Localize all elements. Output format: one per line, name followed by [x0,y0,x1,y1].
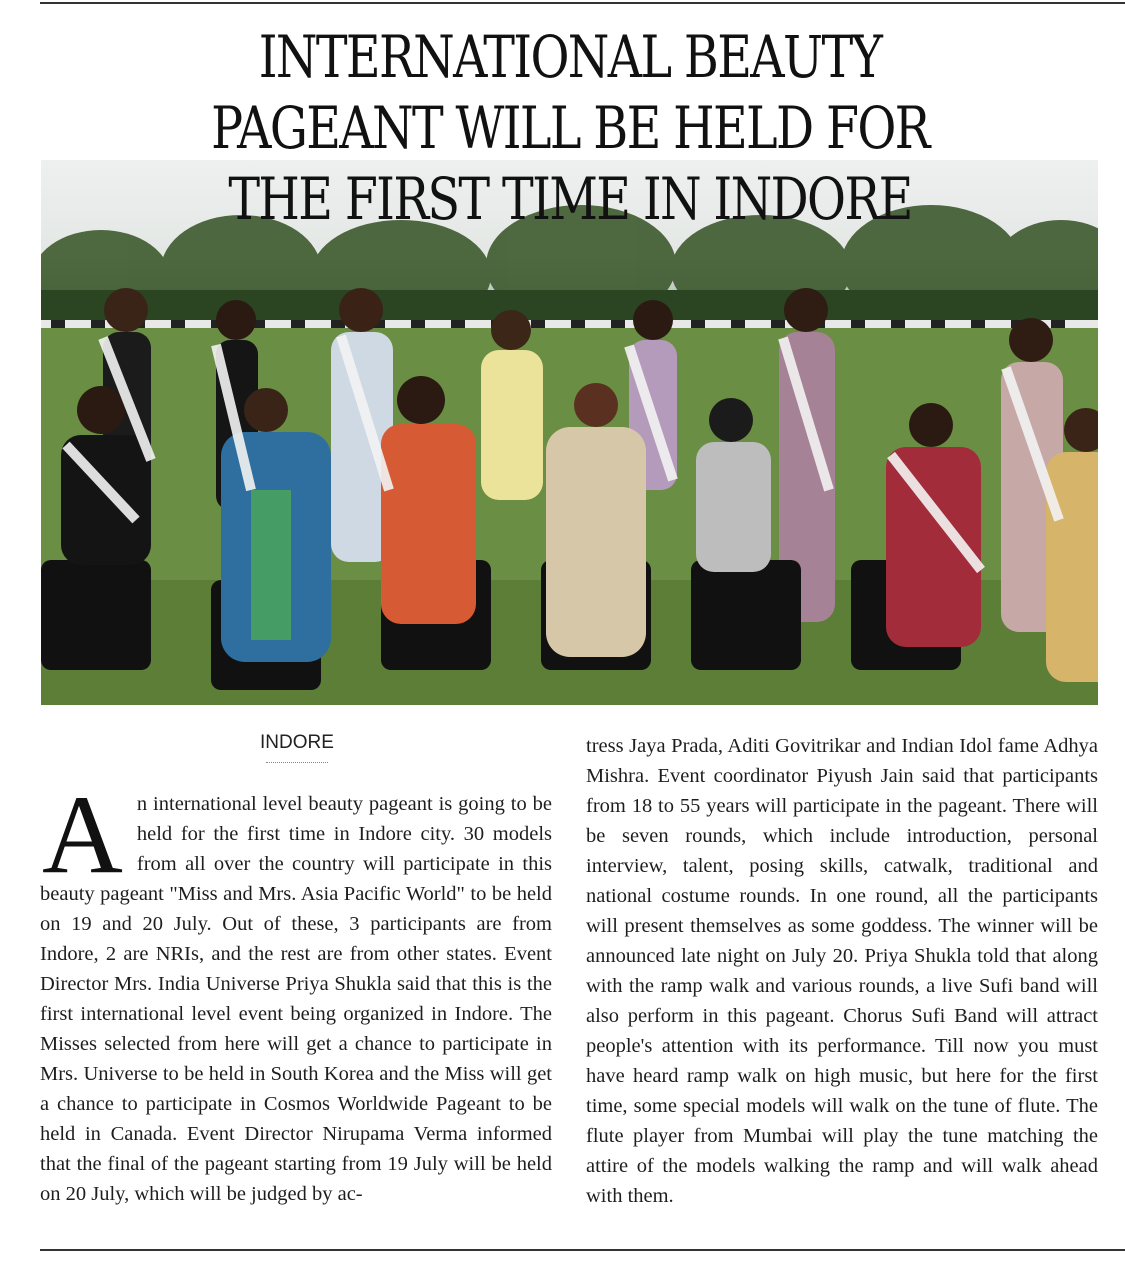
article-text-left: n international level beauty pageant is going to be held for the first time in Indore city. 30 models from all over the country will participate in this beauty pageant "Miss and Mrs. Asia Pacific World" to be held on 19 and 20 July. Out of these, 3 participants are from Indore, 2 are NRIs, and the rest are from other states. Event Director Mrs. India Universe Priya Shukla said that this is the first international level event being organized in Indore. The Misses selected from here will get a chance to participate in Mrs. Universe to be held in South Korea and the Miss will get a chance to participate in Cosmos Worldwide Pageant to be held in Canada. Event Director Nirupama Verma informed that the final of the pageant starting from 19 July will be held on 20 July, which will be judged by ac- [40,793,552,1205]
dateline-rule [266,762,328,763]
article-text-right: tress Jaya Prada, Aditi Govitrikar and Indian Idol fame Adhya Mishra. Event coordinator Piyush Jain said that participants from 18 to 55 years will participate in the pageant. There will be seven rounds, which include introduction, personal interview, talent, posing skills, catwalk, traditional and national costume rounds. In one round, all the participants will present themselves as some goddess. The winner will be announced late night on July 20. Priya Shukla told that along with the ramp walk and various rounds, a live Sufi band will also perform in this pageant. Chorus Sufi Band will attract people's attention with its performance. Till now you must have heard ramp walk on high music, but here for the first time, some special models will walk on the tune of flute. The flute player from Mumbai will play the tune matching the attire of the models walking the ramp and will walk ahead with them. [586,735,1098,1207]
headline-line-1: INTERNATIONAL BEAUTY [258,23,882,91]
article-column-right [586,731,1098,1211]
drop-cap: A [42,773,123,897]
top-rule [40,2,1125,4]
group-photo-icon [41,160,1098,705]
group-photo [41,160,1098,705]
headline-line-3: THE FIRST TIME IN INDORE [228,165,912,233]
article-column-left [40,773,552,1209]
headline [135,22,1004,235]
dateline: INDORE [260,732,334,753]
headline-line-2: PAGEANT WILL BE HELD FOR [211,94,929,162]
bottom-rule [40,1249,1125,1251]
